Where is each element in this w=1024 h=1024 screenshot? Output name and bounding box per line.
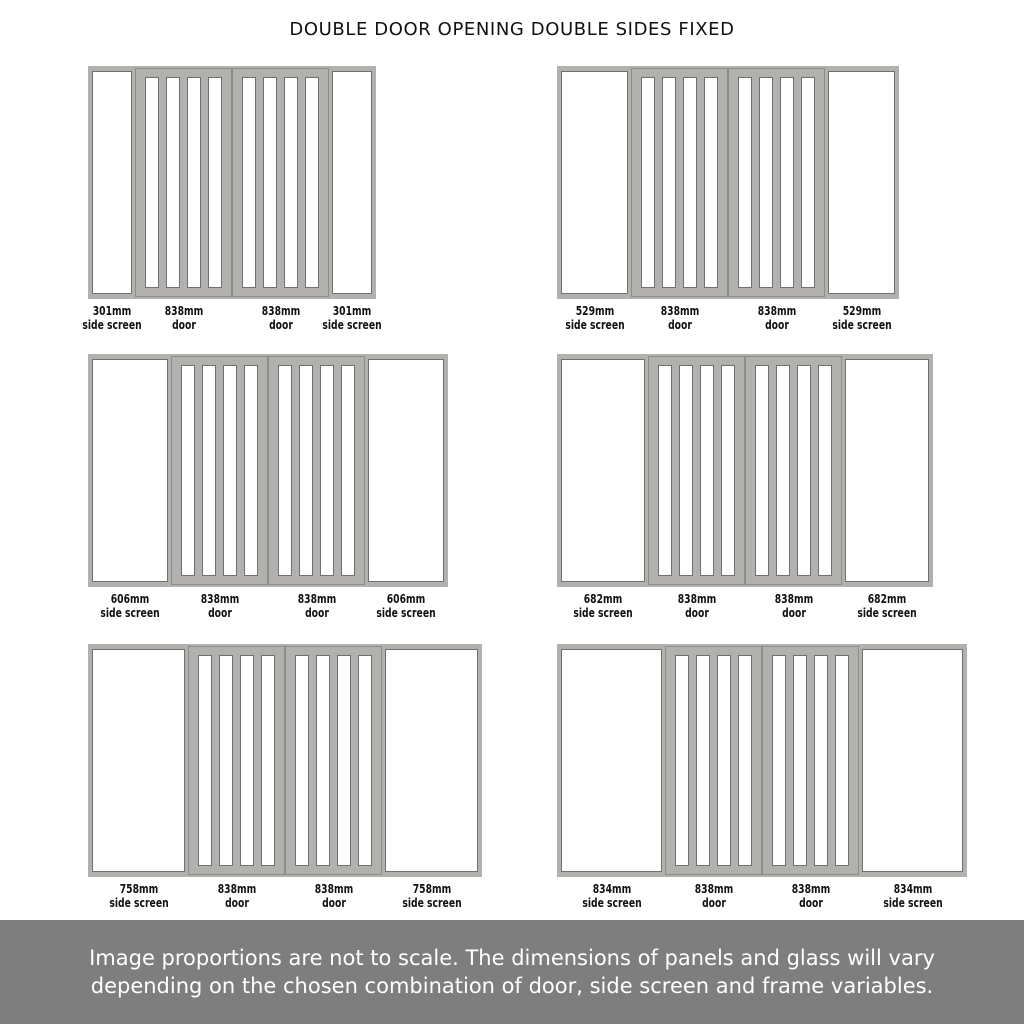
right-side-screen bbox=[332, 71, 372, 294]
right-side-screen bbox=[845, 359, 929, 582]
door-glass-panel bbox=[818, 365, 832, 576]
right-side-screen bbox=[385, 649, 478, 872]
right-side-screen bbox=[368, 359, 444, 582]
side-width: 606mm bbox=[110, 591, 150, 606]
side-type: side screen bbox=[573, 605, 633, 620]
side-width: 758mm bbox=[119, 881, 158, 896]
door-glass-panel bbox=[658, 365, 672, 576]
door-glass-panel bbox=[738, 77, 752, 288]
door-glass-panel bbox=[700, 365, 714, 576]
side-dimension-label bbox=[867, 882, 957, 910]
door-glass-panel bbox=[181, 365, 195, 576]
right-door bbox=[232, 68, 329, 297]
door-width: 838mm bbox=[757, 303, 796, 318]
configuration-5 bbox=[88, 644, 482, 922]
door-type: door bbox=[304, 605, 329, 620]
side-dimension-label bbox=[386, 882, 476, 910]
door-type: door bbox=[268, 317, 293, 332]
side-width: 529mm bbox=[842, 303, 881, 318]
door-glass-panel bbox=[320, 365, 334, 576]
door-glass-panel bbox=[316, 655, 330, 866]
door-dimension-label bbox=[748, 592, 838, 620]
door-width: 838mm bbox=[694, 881, 733, 896]
door-type: door bbox=[798, 895, 823, 910]
door-glass-panel bbox=[662, 77, 676, 288]
right-door bbox=[268, 356, 365, 585]
left-side-screen bbox=[92, 71, 132, 294]
door-dimension-label bbox=[288, 882, 378, 910]
door-glass-panel bbox=[696, 655, 710, 866]
right-door bbox=[745, 356, 842, 585]
door-glass-panel bbox=[704, 77, 718, 288]
left-side-screen bbox=[561, 649, 662, 872]
door-glass-panel bbox=[242, 77, 256, 288]
door-width: 838mm bbox=[774, 591, 813, 606]
configuration-6 bbox=[557, 644, 967, 922]
door-glass-panel bbox=[358, 655, 372, 866]
side-width: 606mm bbox=[386, 591, 426, 606]
door-glass-panel bbox=[835, 655, 849, 866]
door-glass-panel bbox=[801, 77, 815, 288]
left-side-screen bbox=[92, 359, 168, 582]
side-width: 301mm bbox=[332, 303, 372, 318]
door-type: door bbox=[224, 895, 249, 910]
door-dimension-label bbox=[634, 304, 724, 332]
door-width: 838mm bbox=[791, 881, 830, 896]
door-glass-panel bbox=[759, 77, 773, 288]
door-dimension-label bbox=[765, 882, 855, 910]
door-type: door bbox=[171, 317, 196, 332]
side-type: side screen bbox=[82, 317, 142, 332]
right-side-screen bbox=[862, 649, 963, 872]
door-dimension-label bbox=[271, 592, 361, 620]
door-type: door bbox=[321, 895, 346, 910]
left-side-screen bbox=[92, 649, 185, 872]
side-dimension-label bbox=[307, 304, 397, 332]
left-door bbox=[631, 68, 728, 297]
side-type: side screen bbox=[564, 317, 625, 332]
door-glass-panel bbox=[755, 365, 769, 576]
door-width: 838mm bbox=[297, 591, 336, 606]
door-glass-panel bbox=[641, 77, 655, 288]
door-width: 838mm bbox=[164, 303, 203, 318]
door-dimension-label bbox=[174, 592, 264, 620]
door-glass-panel bbox=[738, 655, 752, 866]
door-glass-panel bbox=[240, 655, 254, 866]
door-glass-panel bbox=[198, 655, 212, 866]
left-door bbox=[665, 646, 762, 875]
door-dimension-label bbox=[731, 304, 821, 332]
door-type: door bbox=[207, 605, 232, 620]
door-width: 838mm bbox=[660, 303, 699, 318]
door-type: door bbox=[684, 605, 709, 620]
disclaimer-banner bbox=[0, 920, 1024, 1024]
side-type: side screen bbox=[581, 895, 642, 910]
side-dimension-label bbox=[93, 882, 183, 910]
door-width: 838mm bbox=[261, 303, 300, 318]
right-side-screen bbox=[828, 71, 895, 294]
door-glass-panel bbox=[208, 77, 222, 288]
left-door bbox=[171, 356, 268, 585]
door-width: 838mm bbox=[677, 591, 716, 606]
side-width: 758mm bbox=[412, 881, 451, 896]
door-glass-panel bbox=[166, 77, 180, 288]
right-door bbox=[762, 646, 859, 875]
configuration-2 bbox=[557, 66, 899, 344]
door-glass-panel bbox=[772, 655, 786, 866]
door-type: door bbox=[667, 317, 692, 332]
door-dimension-label bbox=[191, 882, 281, 910]
door-glass-panel bbox=[341, 365, 355, 576]
side-type: side screen bbox=[376, 605, 436, 620]
page-title: DOUBLE DOOR OPENING DOUBLE SIDES FIXED bbox=[289, 19, 735, 40]
side-width: 682mm bbox=[867, 591, 907, 606]
left-side-screen bbox=[561, 359, 645, 582]
side-type: side screen bbox=[322, 317, 382, 332]
door-dimension-label bbox=[668, 882, 758, 910]
right-door bbox=[728, 68, 825, 297]
side-type: side screen bbox=[882, 895, 943, 910]
door-glass-panel bbox=[223, 365, 237, 576]
door-glass-panel bbox=[244, 365, 258, 576]
side-dimension-label bbox=[85, 592, 175, 620]
door-glass-panel bbox=[284, 77, 298, 288]
door-glass-panel bbox=[261, 655, 275, 866]
side-type: side screen bbox=[108, 895, 169, 910]
configuration-3 bbox=[88, 354, 448, 632]
configuration-4 bbox=[557, 354, 933, 632]
door-glass-panel bbox=[263, 77, 277, 288]
door-glass-panel bbox=[683, 77, 697, 288]
door-glass-panel bbox=[219, 655, 233, 866]
side-width: 834mm bbox=[893, 881, 932, 896]
side-width: 834mm bbox=[592, 881, 631, 896]
door-dimension-label bbox=[651, 592, 741, 620]
door-glass-panel bbox=[675, 655, 689, 866]
door-glass-panel bbox=[337, 655, 351, 866]
side-type: side screen bbox=[857, 605, 917, 620]
side-type: side screen bbox=[401, 895, 462, 910]
door-glass-panel bbox=[780, 77, 794, 288]
side-dimension-label bbox=[842, 592, 932, 620]
side-width: 301mm bbox=[92, 303, 132, 318]
side-type: side screen bbox=[831, 317, 892, 332]
side-dimension-label bbox=[566, 882, 656, 910]
side-width: 529mm bbox=[575, 303, 614, 318]
door-glass-panel bbox=[305, 77, 319, 288]
left-side-screen bbox=[561, 71, 628, 294]
door-glass-panel bbox=[295, 655, 309, 866]
door-glass-panel bbox=[679, 365, 693, 576]
right-door bbox=[285, 646, 382, 875]
door-dimension-label bbox=[138, 304, 228, 332]
door-glass-panel bbox=[776, 365, 790, 576]
door-glass-panel bbox=[145, 77, 159, 288]
door-glass-panel bbox=[278, 365, 292, 576]
left-door bbox=[188, 646, 285, 875]
door-width: 838mm bbox=[314, 881, 353, 896]
side-dimension-label bbox=[549, 304, 639, 332]
door-width: 838mm bbox=[217, 881, 256, 896]
door-type: door bbox=[781, 605, 806, 620]
door-glass-panel bbox=[187, 77, 201, 288]
side-type: side screen bbox=[100, 605, 160, 620]
side-dimension-label bbox=[816, 304, 906, 332]
left-door bbox=[135, 68, 232, 297]
configuration-1 bbox=[82, 66, 382, 344]
door-type: door bbox=[764, 317, 789, 332]
door-glass-panel bbox=[793, 655, 807, 866]
side-width: 682mm bbox=[583, 591, 623, 606]
door-glass-panel bbox=[814, 655, 828, 866]
side-dimension-label bbox=[558, 592, 648, 620]
disclaimer-text: Image proportions are not to scale. The dimensions of panels and glass will vary depending on the chosen combination of door, side screen and frame variables. bbox=[89, 946, 935, 998]
door-glass-panel bbox=[717, 655, 731, 866]
door-glass-panel bbox=[721, 365, 735, 576]
door-glass-panel bbox=[202, 365, 216, 576]
door-glass-panel bbox=[797, 365, 811, 576]
left-door bbox=[648, 356, 745, 585]
side-dimension-label bbox=[361, 592, 451, 620]
door-width: 838mm bbox=[200, 591, 239, 606]
door-type: door bbox=[701, 895, 726, 910]
door-glass-panel bbox=[299, 365, 313, 576]
